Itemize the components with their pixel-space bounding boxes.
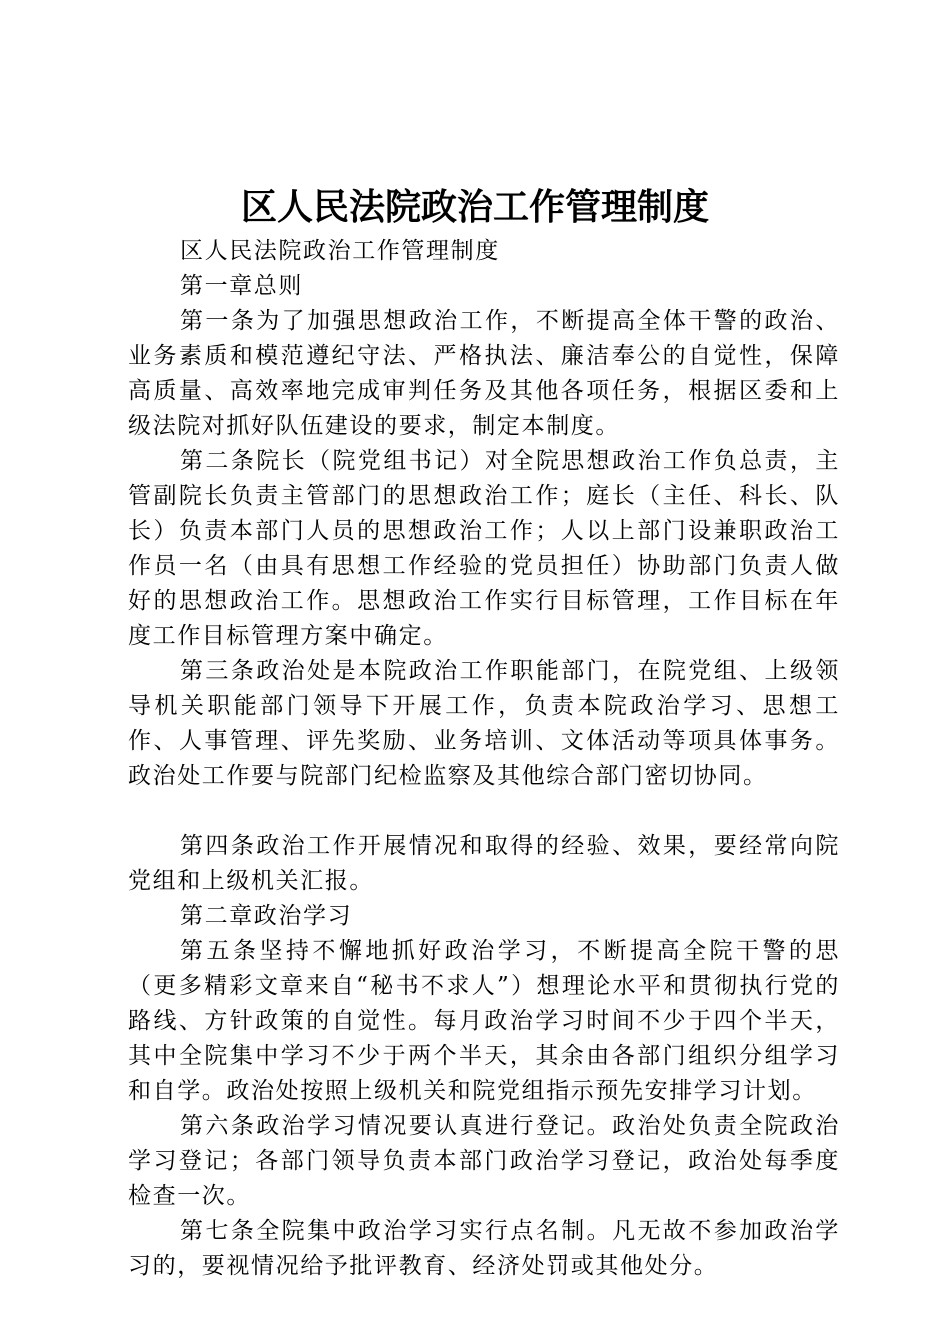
article-4: 第四条政治工作开展情况和取得的经验、效果，要经常向院党组和上级机关汇报。 xyxy=(128,833,840,894)
article-2: 第二条院长（院党组书记）对全院思想政治工作负总责，主管副院长负责主管部门的思想政治工作；庭长（主任、科长、队长）负责本部门人员的思想政治工作；人以上部门设兼职政治工作员一名（由具有思想工作经验的党员担任）协助部门负责人做好的思想政治工作。思想政治工作实行目标管理，工作目标在年度工作目标管理方案中确定。 xyxy=(128,448,840,649)
article-3: 第三条政治处是本院政治工作职能部门，在院党组、上级领导机关职能部门领导下开展工作，负责本院政治学习、思想工作、人事管理、评先奖励、业务培训、文体活动等项具体事务。政治处工作要与院部门纪检监察及其他综合部门密切协同。 xyxy=(128,658,840,789)
chapter-heading-1: 第一章总则 xyxy=(180,273,303,299)
paragraph-subtitle: 区人民法院政治工作管理制度 xyxy=(180,238,500,264)
document-title: 区人民法院政治工作管理制度 xyxy=(240,187,709,228)
article-6: 第六条政治学习情况要认真进行登记。政治处负责全院政治学习登记；各部门领导负责本部门政治学习登记，政治处每季度检查一次。 xyxy=(128,1113,840,1209)
chapter-heading-2: 第二章政治学习 xyxy=(180,903,353,929)
article-5: 第五条坚持不懈地抓好政治学习，不断提高全院干警的思（更多精彩文章来自“秘书不求人”）想理论水平和贯彻执行党的路线、方针政策的自觉性。每月政治学习时间不少于四个半天，其中全院集中学习不少于两个半天，其余由各部门组织分组学习和自学。政治处按照上级机关和院党组指示预先安排学习计划。 xyxy=(128,938,840,1104)
article-7: 第七条全院集中政治学习实行点名制。凡无故不参加政治学习的，要视情况给予批评教育、经济处罚或其他处分。 xyxy=(128,1218,840,1279)
document-body xyxy=(128,234,840,1284)
article-1: 第一条为了加强思想政治工作，不断提高全体干警的政治、业务素质和模范遵纪守法、严格执法、廉洁奉公的自觉性，保障高质量、高效率地完成审判任务及其他各项任务，根据区委和上级法院对抓好队伍建设的要求，制定本制度。 xyxy=(128,308,840,439)
